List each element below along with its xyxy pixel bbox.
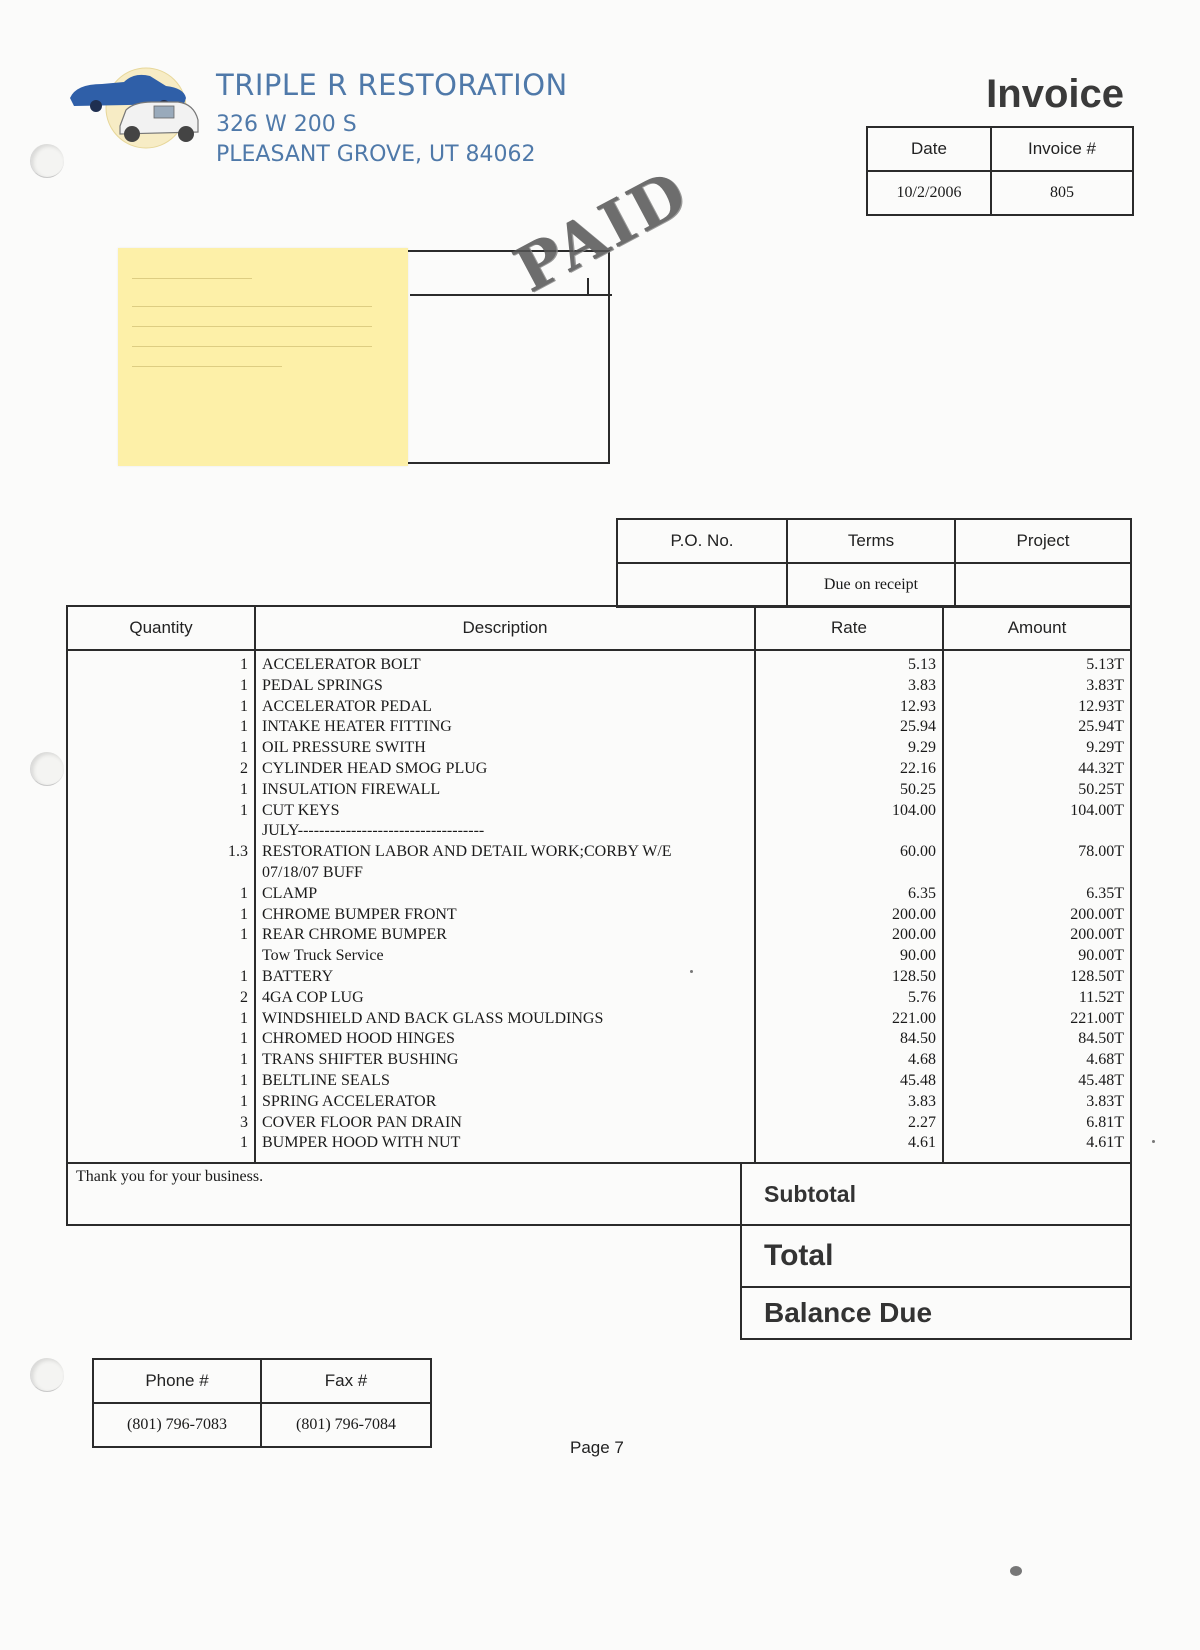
project-label: Project — [955, 519, 1131, 563]
item-rate: 5.76 — [755, 988, 943, 1009]
quantity-header: Quantity — [67, 606, 255, 650]
table-row — [67, 650, 1131, 676]
item-quantity: 1 — [67, 801, 255, 822]
item-description: BATTERY — [255, 967, 755, 988]
item-amount: 12.93T — [943, 697, 1131, 718]
item-rate: 4.61 — [755, 1133, 943, 1163]
footer-note-box — [66, 1162, 742, 1226]
phone-label: Phone # — [93, 1359, 261, 1403]
table-row — [67, 759, 1131, 780]
bill-to-divider — [410, 294, 612, 296]
date-label: Date — [867, 127, 991, 171]
table-row — [67, 946, 1131, 967]
invoice-number-label: Invoice # — [991, 127, 1133, 171]
description-header: Description — [255, 606, 755, 650]
item-rate: 25.94 — [755, 717, 943, 738]
item-description: ACCELERATOR BOLT — [255, 650, 755, 676]
line-items-body — [67, 650, 1131, 1163]
table-row — [67, 905, 1131, 926]
item-description: PEDAL SPRINGS — [255, 676, 755, 697]
item-description: RESTORATION LABOR AND DETAIL WORK;CORBY W/E — [255, 842, 755, 863]
item-description: CHROME BUMPER FRONT — [255, 905, 755, 926]
table-row — [67, 697, 1131, 718]
table-row — [67, 925, 1131, 946]
item-description: ACCELERATOR PEDAL — [255, 697, 755, 718]
item-rate: 2.27 — [755, 1113, 943, 1134]
item-amount: 50.25T — [943, 780, 1131, 801]
invoice-meta-table — [866, 126, 1134, 216]
item-description: CHROMED HOOD HINGES — [255, 1029, 755, 1050]
item-amount: 200.00T — [943, 905, 1131, 926]
item-quantity — [67, 863, 255, 884]
item-amount: 6.81T — [943, 1113, 1131, 1134]
amount-header: Amount — [943, 606, 1131, 650]
item-amount: 128.50T — [943, 967, 1131, 988]
item-description: CUT KEYS — [255, 801, 755, 822]
table-row — [67, 1071, 1131, 1092]
item-quantity: 1 — [67, 1009, 255, 1030]
item-amount: 104.00T — [943, 801, 1131, 822]
item-description: BELTLINE SEALS — [255, 1071, 755, 1092]
table-row — [67, 801, 1131, 822]
classic-car-logo-icon — [68, 64, 208, 150]
invoice-number-value: 805 — [991, 171, 1133, 215]
item-rate: 5.13 — [755, 650, 943, 676]
item-quantity: 2 — [67, 759, 255, 780]
item-rate: 128.50 — [755, 967, 943, 988]
item-quantity: 1 — [67, 650, 255, 676]
item-amount: 4.68T — [943, 1050, 1131, 1071]
item-rate: 60.00 — [755, 842, 943, 863]
company-address-line2: PLEASANT GROVE, UT 84062 — [216, 142, 536, 167]
table-row — [67, 1133, 1131, 1163]
item-description: JULY----------------------------------- — [255, 821, 755, 842]
item-description: Tow Truck Service — [255, 946, 755, 967]
item-quantity: 1 — [67, 697, 255, 718]
po-value — [617, 563, 787, 607]
item-amount: 90.00T — [943, 946, 1131, 967]
contact-table — [92, 1358, 432, 1448]
item-quantity — [67, 946, 255, 967]
order-meta-table — [616, 518, 1132, 608]
item-rate: 4.68 — [755, 1050, 943, 1071]
item-rate: 50.25 — [755, 780, 943, 801]
fax-label: Fax # — [261, 1359, 431, 1403]
table-row — [67, 842, 1131, 863]
item-rate: 90.00 — [755, 946, 943, 967]
thank-you-note: Thank you for your business. — [76, 1168, 264, 1185]
total-label: Total — [741, 1225, 1131, 1287]
bill-to-divider-tick — [587, 278, 589, 294]
sticky-note-redaction — [118, 248, 408, 466]
item-description: BUMPER HOOD WITH NUT — [255, 1133, 755, 1163]
phone-value: (801) 796-7083 — [93, 1403, 261, 1447]
table-row — [67, 821, 1131, 842]
table-row — [67, 676, 1131, 697]
item-description: OIL PRESSURE SWITH — [255, 738, 755, 759]
item-amount: 3.83T — [943, 676, 1131, 697]
item-rate: 200.00 — [755, 905, 943, 926]
po-label: P.O. No. — [617, 519, 787, 563]
item-description: 07/18/07 BUFF — [255, 863, 755, 884]
item-amount: 4.61T — [943, 1133, 1131, 1163]
item-quantity: 2 — [67, 988, 255, 1009]
item-quantity: 1 — [67, 967, 255, 988]
item-description: REAR CHROME BUMPER — [255, 925, 755, 946]
fax-value: (801) 796-7084 — [261, 1403, 431, 1447]
document-title: Invoice — [986, 72, 1124, 116]
item-quantity: 1 — [67, 738, 255, 759]
item-quantity: 1 — [67, 1092, 255, 1113]
date-value: 10/2/2006 — [867, 171, 991, 215]
item-quantity: 1 — [67, 717, 255, 738]
table-row — [67, 988, 1131, 1009]
item-amount: 6.35T — [943, 884, 1131, 905]
table-row — [67, 1050, 1131, 1071]
project-value — [955, 563, 1131, 607]
item-description: WINDSHIELD AND BACK GLASS MOULDINGS — [255, 1009, 755, 1030]
item-amount: 221.00T — [943, 1009, 1131, 1030]
item-description: COVER FLOOR PAN DRAIN — [255, 1113, 755, 1134]
page-number: Page 7 — [570, 1438, 624, 1457]
item-quantity: 1 — [67, 676, 255, 697]
table-row — [67, 1029, 1131, 1050]
item-amount: 78.00T — [943, 842, 1131, 863]
item-rate: 84.50 — [755, 1029, 943, 1050]
item-rate: 104.00 — [755, 801, 943, 822]
line-items-table — [66, 605, 1132, 1164]
item-amount — [943, 821, 1131, 842]
company-name: TRIPLE R RESTORATION — [216, 68, 568, 102]
item-quantity: 1 — [67, 1029, 255, 1050]
item-quantity: 1 — [67, 1071, 255, 1092]
table-row — [67, 1113, 1131, 1134]
item-description: CYLINDER HEAD SMOG PLUG — [255, 759, 755, 780]
item-rate: 12.93 — [755, 697, 943, 718]
table-row — [67, 717, 1131, 738]
item-quantity — [67, 821, 255, 842]
item-rate: 9.29 — [755, 738, 943, 759]
item-amount: 84.50T — [943, 1029, 1131, 1050]
item-quantity: 1.3 — [67, 842, 255, 863]
scan-speck — [1152, 1140, 1155, 1143]
item-quantity: 3 — [67, 1113, 255, 1134]
item-description: 4GA COP LUG — [255, 988, 755, 1009]
punch-hole-top — [30, 144, 64, 178]
item-quantity: 1 — [67, 925, 255, 946]
rate-header: Rate — [755, 606, 943, 650]
terms-value: Due on receipt — [787, 563, 955, 607]
totals-table — [740, 1162, 1132, 1340]
item-description: TRANS SHIFTER BUSHING — [255, 1050, 755, 1071]
item-description: INSULATION FIREWALL — [255, 780, 755, 801]
item-amount — [943, 863, 1131, 884]
item-amount: 25.94T — [943, 717, 1131, 738]
item-rate: 221.00 — [755, 1009, 943, 1030]
table-row — [67, 780, 1131, 801]
balance-due-label: Balance Due — [741, 1287, 1131, 1339]
item-quantity: 1 — [67, 780, 255, 801]
item-rate: 3.83 — [755, 676, 943, 697]
item-rate — [755, 821, 943, 842]
item-amount: 9.29T — [943, 738, 1131, 759]
subtotal-label: Subtotal — [741, 1163, 1131, 1225]
table-row — [67, 863, 1131, 884]
terms-label: Terms — [787, 519, 955, 563]
scan-speck — [1010, 1566, 1022, 1576]
item-description: INTAKE HEATER FITTING — [255, 717, 755, 738]
scan-speck — [690, 970, 693, 973]
item-rate — [755, 863, 943, 884]
item-amount: 44.32T — [943, 759, 1131, 780]
item-quantity: 1 — [67, 1133, 255, 1163]
item-amount: 45.48T — [943, 1071, 1131, 1092]
table-row — [67, 738, 1131, 759]
item-description: SPRING ACCELERATOR — [255, 1092, 755, 1113]
item-amount: 5.13T — [943, 650, 1131, 676]
company-address-line1: 326 W 200 S — [216, 112, 357, 137]
item-quantity: 1 — [67, 1050, 255, 1071]
item-amount: 3.83T — [943, 1092, 1131, 1113]
paid-stamp: PAID — [502, 155, 701, 307]
punch-hole-bottom — [30, 1358, 64, 1392]
table-row — [67, 1092, 1131, 1113]
item-description: CLAMP — [255, 884, 755, 905]
table-row — [67, 1009, 1131, 1030]
item-amount: 11.52T — [943, 988, 1131, 1009]
item-rate: 3.83 — [755, 1092, 943, 1113]
table-row — [67, 884, 1131, 905]
punch-hole-middle — [30, 752, 64, 786]
item-rate: 45.48 — [755, 1071, 943, 1092]
item-quantity: 1 — [67, 905, 255, 926]
table-row — [67, 967, 1131, 988]
item-rate: 200.00 — [755, 925, 943, 946]
item-amount: 200.00T — [943, 925, 1131, 946]
item-rate: 6.35 — [755, 884, 943, 905]
item-quantity: 1 — [67, 884, 255, 905]
item-rate: 22.16 — [755, 759, 943, 780]
